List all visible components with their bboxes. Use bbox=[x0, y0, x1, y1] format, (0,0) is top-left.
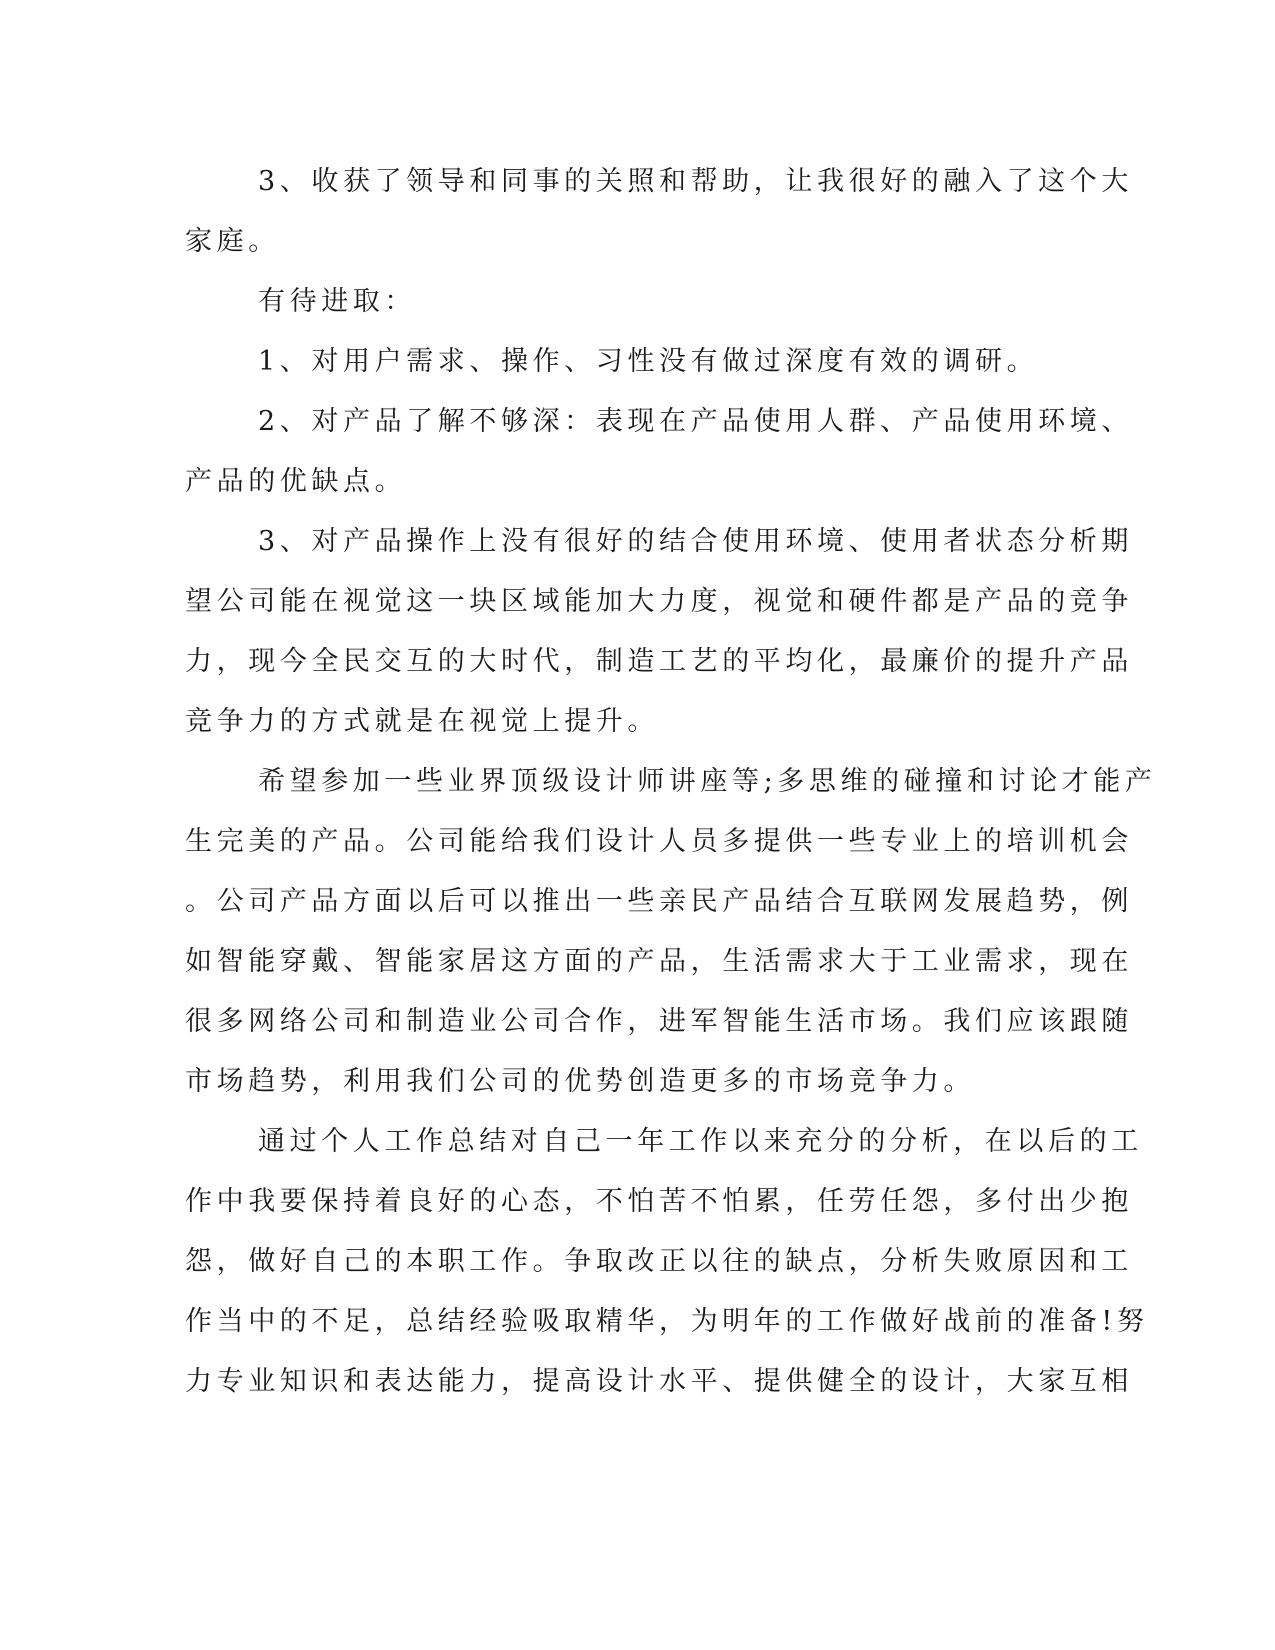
text-line: 作当中的不足，总结经验吸取精华，为明年的工作做好战前的准备!努 bbox=[185, 1306, 1149, 1337]
text-line: 希望参加一些业界顶级设计师讲座等;多思维的碰撞和讨论才能产 bbox=[258, 766, 1157, 797]
text-line: 。公司产品方面以后可以推出一些亲民产品结合互联网发展趋势，例 bbox=[185, 886, 1133, 917]
text-line: 3、对产品操作上没有很好的结合使用环境、使用者状态分析期 bbox=[258, 526, 1133, 557]
text-line: 如智能穿戴、智能家居这方面的产品，生活需求大于工业需求，现在 bbox=[185, 946, 1133, 977]
text-line: 通过个人工作总结对自己一年工作以来充分的分析，在以后的工 bbox=[258, 1126, 1143, 1157]
text-line: 很多网络公司和制造业公司合作，进军智能生活市场。我们应该跟随 bbox=[185, 1006, 1133, 1037]
text-line: 力，现今全民交互的大时代，制造工艺的平均化，最廉价的提升产品 bbox=[185, 646, 1133, 677]
text-line: 2、对产品了解不够深：表现在产品使用人群、产品使用环境、 bbox=[258, 406, 1133, 437]
document-body bbox=[185, 152, 1157, 1412]
text-line: 生完美的产品。公司能给我们设计人员多提供一些专业上的培训机会 bbox=[185, 826, 1133, 857]
text-line: 产品的优缺点。 bbox=[185, 466, 407, 497]
text-line: 家庭。 bbox=[185, 226, 280, 257]
text-line: 竞争力的方式就是在视觉上提升。 bbox=[185, 706, 659, 737]
text-line: 作中我要保持着良好的心态，不怕苦不怕累，任劳任怨，多付出少抱 bbox=[185, 1186, 1133, 1217]
text-line: 力专业知识和表达能力，提高设计水平、提供健全的设计，大家互相 bbox=[185, 1366, 1133, 1397]
text-line: 1、对用户需求、操作、习性没有做过深度有效的调研。 bbox=[258, 346, 1039, 377]
text-line: 市场趋势，利用我们公司的优势创造更多的市场竞争力。 bbox=[185, 1066, 975, 1097]
text-line: 望公司能在视觉这一块区域能加大力度，视觉和硬件都是产品的竞争 bbox=[185, 586, 1133, 617]
text-line: 怨，做好自己的本职工作。争取改正以往的缺点，分析失败原因和工 bbox=[185, 1246, 1133, 1277]
text-line: 有待进取： bbox=[258, 286, 416, 317]
text-line: 3、收获了领导和同事的关照和帮助，让我很好的融入了这个大 bbox=[258, 166, 1133, 197]
